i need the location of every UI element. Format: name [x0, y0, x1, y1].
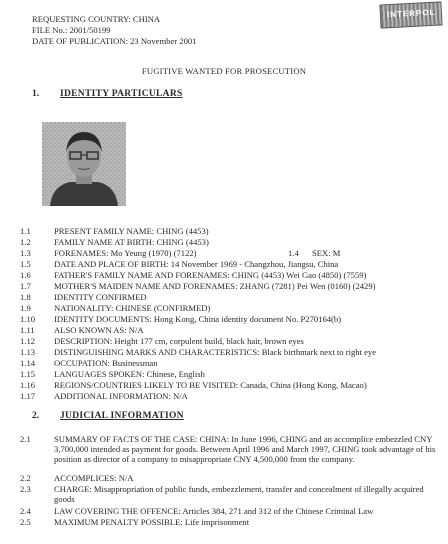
- notice-title: FUGITIVE WANTED FOR PROSECUTION: [141, 66, 307, 76]
- item-1-10-text: IDENTITY DOCUMENTS: Hong Kong, China identity document No. P270164(b): [54, 314, 342, 324]
- item-2-4-text: LAW COVERING THE OFFENCE: Articles 384, 271 and 312 of the Chinese Criminal Law: [54, 506, 374, 516]
- interpol-logo: [379, 1, 442, 28]
- item-2-1-text: SUMMARY OF FACTS OF THE CASE: CHINA: In June 1996, CHING and an accomplice embezzled CNY 3,700,000 intended as payment for goods. Between April 1996 and March 1997, CHING took advantage of his position as director of a company to misappropriate CNY 4,500,000 from the company.: [54, 434, 436, 464]
- logo-text: INTERPOL: [386, 7, 436, 20]
- item-1-5-text: DATE AND PLACE OF BIRTH: 14 November 1969 - Changzhou, Jiangsu, China: [54, 259, 339, 269]
- requesting-country: REQUESTING COUNTRY: CHINA: [32, 14, 161, 24]
- item-1-11-number: 1.11: [20, 325, 35, 335]
- item-1-8-text: IDENTITY CONFIRMED: [54, 292, 147, 302]
- item-1-11-text: ALSO KNOWN AS: N/A: [54, 325, 144, 335]
- item-1-5-number: 1.5: [20, 259, 31, 269]
- item-1-12-number: 1.12: [20, 336, 36, 346]
- item-1-9-text: NATIONALITY: CHINESE (CONFIRMED): [54, 303, 211, 313]
- date-of-publication: DATE OF PUBLICATION: 23 November 2001: [32, 36, 197, 46]
- item-1-3-number: 1.3: [20, 248, 31, 258]
- item-1-2-number: 1.2: [20, 237, 31, 247]
- item-1-8-number: 1.8: [20, 292, 31, 302]
- section-1-title: IDENTITY PARTICULARS: [60, 89, 183, 99]
- item-1-15-text: LANGUAGES SPOKEN: Chinese, English: [54, 369, 205, 379]
- item-1-4-number: 1.4: [288, 248, 299, 258]
- item-2-5-text: MAXIMUM PENALTY POSSIBLE: Life imprisonment: [54, 517, 250, 527]
- item-1-10-number: 1.10: [20, 314, 36, 324]
- item-1-6-text: FATHER'S FAMILY NAME AND FORENAMES: CHING (4453) Wei Gao (4850) (7559): [54, 270, 367, 280]
- item-1-13-text: DISTINGUISHING MARKS AND CHARACTERISTICS: Black birthmark next to right eye: [54, 347, 377, 357]
- section-2-number: 2.: [32, 411, 40, 421]
- item-1-17-number: 1.17: [20, 391, 36, 401]
- item-1-17-text: ADDITIONAL INFORMATION: N/A: [54, 391, 188, 401]
- item-1-16-number: 1.16: [20, 380, 36, 390]
- item-1-16-text: REGIONS/COUNTRIES LIKELY TO BE VISITED: Canada, China (Hong Kong, Macao): [54, 380, 367, 390]
- item-1-3-text: FORENAMES: Mo Yeung (1970) (7122): [54, 248, 197, 258]
- section-1-number: 1.: [32, 89, 40, 99]
- item-1-7-text: MOTHER'S MAIDEN NAME AND FORENAMES: ZHANG (7281) Pei Wen (0160) (2429): [54, 281, 376, 291]
- fugitive-photo: [42, 122, 126, 206]
- item-1-4-text: SEX: M: [312, 248, 341, 258]
- item-1-1-text: PRESENT FAMILY NAME: CHING (4453): [54, 226, 209, 236]
- item-2-3-text: CHARGE: Misappropriation of public funds, embezzlement, transfer and concealment of illegally acquired goods: [54, 484, 424, 504]
- item-1-9-number: 1.9: [20, 303, 31, 313]
- item-1-13-number: 1.13: [20, 347, 36, 357]
- item-2-5-number: 2.5: [20, 517, 31, 527]
- item-1-12-text: DESCRIPTION: Height 177 cm, corpulent build, black hair, brown eyes: [54, 336, 304, 346]
- item-1-6-number: 1.6: [20, 270, 31, 280]
- item-2-2-text: ACCOMPLICES: N/A: [54, 473, 134, 483]
- item-2-1-number: 2.1: [20, 434, 31, 444]
- item-1-2-text: FAMILY NAME AT BIRTH: CHING (4453): [54, 237, 209, 247]
- item-2-3-number: 2.3: [20, 484, 31, 494]
- item-1-7-number: 1.7: [20, 281, 31, 291]
- portrait-image: [42, 122, 126, 206]
- item-1-1-number: 1.1: [20, 226, 31, 236]
- item-1-15-number: 1.15: [20, 369, 36, 379]
- item-1-14-text: OCCUPATION: Businessman: [54, 358, 158, 368]
- item-2-4-number: 2.4: [20, 506, 31, 516]
- item-1-14-number: 1.14: [20, 358, 36, 368]
- section-2-title: JUDICIAL INFORMATION: [60, 411, 184, 421]
- item-2-2-number: 2.2: [20, 473, 31, 483]
- file-number: FILE No.: 2001/50199: [32, 25, 111, 35]
